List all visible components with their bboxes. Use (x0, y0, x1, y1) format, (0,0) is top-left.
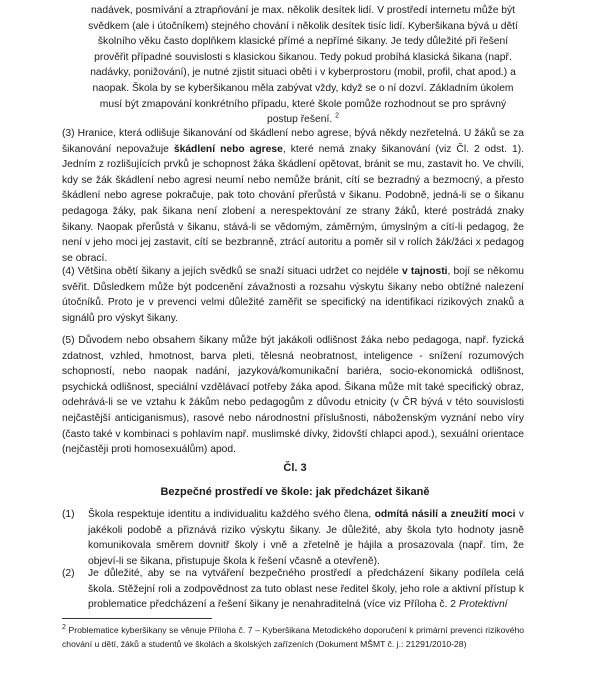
paragraph-text: , které nemá znaky šikanování (viz Čl. 2 odst. 1). Jedním z rozlišujících prvků je schopnost žáka škádlení opětovat, bránit se mu, zastavit ho. Ve chvíli, kdy se žák škádlení nebo agresi neumí nebo nemůže bránit, cítí se bezradný a bezmocný, a přesto škádlení nebo agrese pokračuje, pak toto chování přerůstá v šikanu. Podobně, jedná-li se o šikanu pedagoga žáky, pak šikana není zlobení a nerespektování ze strany žáků, které postrádá znaky šikany. Naopak přerůstá v šikanu, stává-li se vědomým, záměrným, úmyslným a cítí-li pedagog, že není v jeho moci jej zastavit, cítí se bezbranně, ztrácí autoritu a poměr sil v rolích žák/žáci x pedagog se obrací. (62, 143, 525, 264)
footnote (62, 624, 524, 651)
list-item-1 (62, 507, 524, 569)
footnote-text: Problematice kyberšikany se věnuje Příloha č. 7 – Kyberšikana Metodického doporučení k primární prevenci rizikového chování u dětí, žáků a studentů ve školách a školských zařízeních (Dokument MŠMT č. j.: 21291/2010-28) (62, 625, 524, 649)
bold-phrase: odmítá násilí a zneužití moci (374, 509, 516, 520)
paragraph-text: , bojí se někomu svěřit. Důsledkem může být podcenění závažnosti a rozsahu výskytu šikany nebo obtížné nalezení útočníků. Proto je v prevenci velmi důležité zaměřit se specifický na identifikaci rizikových znaků a signálů pro výskyt šikany. (62, 266, 524, 324)
list-item-text: Škola respektuje identitu a individualitu každého svého člena, odmítá násilí a zneužití moci v jakékoli podobě a přiznává riziko výskytu šikany. Je důležité, aby škola tyto hodnoty jasně komunikovala směrem dovnitř školy i vně a zřetelně je hájila a prosazovala (např. tím, že objeví-li se šikana, přistupuje škola k řešení včasně a otevřeně). (88, 509, 524, 567)
paragraph-5: (5) Důvodem nebo obsahem šikany může být jakákoli odlišnost žáka nebo pedagoga, např. fyzická zdatnost, vzhled, hmotnost, barva pleti, tělesná neobratnost, inteligence - snížení rozumových schopností, nebo naopak nadání, jazyková/komunikační bariéra, socio-ekonomická odlišnost, psychická odlišnost, speciální vzdělávací potřeby žáka apod. Šikana může mít také specifický obraz, odehrává-li se ve vztahu k žákům nebo pedagogům z důvodu etnicity (v ČR bývá v této souvislosti nejčastější anticiganismus), rasové nebo národnostní příslušnosti, náboženským vyznání nebo víry (často také v kombinaci s pohlavím např. muslimské dívky, židovští chlapci apod.), sexuální orientace (nejčastěji proti homosexuálům) apod. (62, 335, 524, 456)
footnote-divider (62, 618, 212, 619)
list-item-text: Je důležité, aby se na vytváření bezpečného prostředí a předcházení šikany podílela celá škola. Stěžejní roli a zodpovědnost za tuto oblast nese ředitel školy, jeho role a aktivní přístup k problematice předcházení a řešení šikany je nenahraditelná (více viz Příloha č. 2 Protektivní (88, 568, 524, 611)
list-item-label: (2) (62, 568, 75, 579)
paragraph-text: nadávek, posmívání a ztrapňování je max. několik desítek lidí. V prostředí internetu může být svědkem (ale i útočníkem) stejného chování i několik desítek tisíc lidí. Kyberšikana bývá u dětí školního věku často doplňkem klasické přímé a nepřímé šikany. Je tedy důležité při řešení prověřit případné souvislosti s klasickou šikanou. Tedy pokud probíhá klasická šikana (např. nadávky, ponižování), je nutné zjistit situaci oběti i v kyberprostoru (mobil, profil, chat apod.) a naopak. Škola by se kyberšikanou měla zabývat vždy, když se o ní dozví. Základním úkolem musí být zmapování konkrétního případu, které škole pomůže rozhodnout se pro správný postup řešení. (88, 5, 518, 126)
paragraph-text: (4) Většina obětí šikany a jejích svědků se snaží situaci udržet co nejdéle (62, 266, 402, 277)
list-item-2 (62, 566, 524, 613)
paragraph-cyberbullying-continuation (88, 3, 518, 128)
list-item-label: (1) (62, 509, 75, 520)
paragraph-3 (62, 126, 524, 266)
paragraph-text: (3) Hranice, která odlišuje šikanování od škádlení nebo agrese, bývá někdy nezřetelná. U žáků se za šikanování nepovažuje (62, 128, 524, 155)
italic-phrase: Protektivní (458, 599, 508, 611)
footnote-reference[interactable]: 2 (335, 112, 340, 120)
article-title: Bezpečné prostředí ve škole: jak předcházet šikaně (160, 486, 430, 498)
footnote-number: 2 (62, 624, 66, 632)
bold-phrase: v tajnosti (402, 266, 448, 277)
article-number: Čl. 3 (283, 462, 307, 474)
bold-phrase: škádlení nebo agrese (173, 143, 283, 155)
paragraph-4 (62, 264, 524, 326)
